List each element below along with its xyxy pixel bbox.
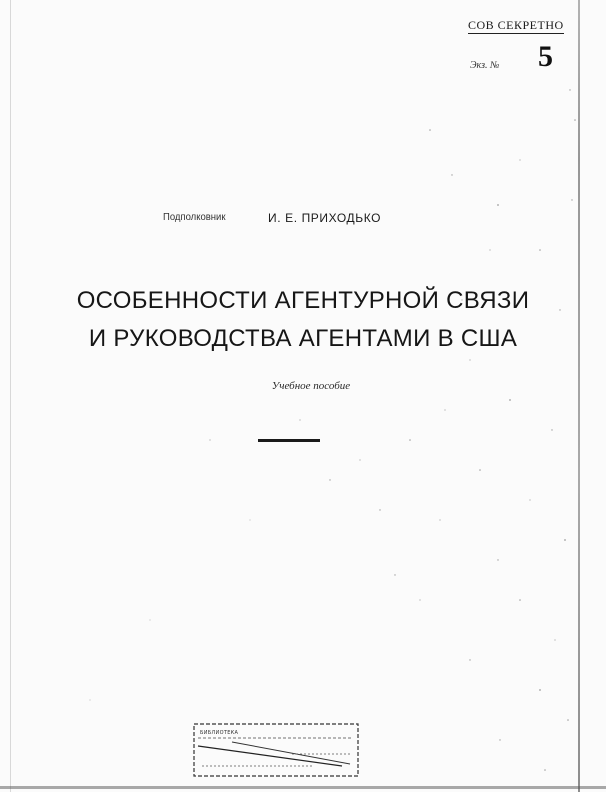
title-line-2: И РУКОВОДСТВА АГЕНТАМИ В США: [88, 325, 518, 352]
classification-mark: СОВ СЕКРЕТНО: [468, 18, 564, 32]
scan-edge-left: [10, 0, 11, 792]
copy-number-value: 5: [538, 40, 553, 73]
author-rank: Подполковник: [163, 212, 226, 223]
title-line-1: ОСОБЕННОСТИ АГЕНТУРНОЙ СВЯЗИ: [76, 287, 530, 314]
stamp-text: БИБЛИОТЕКА: [200, 730, 239, 736]
title-divider: [258, 439, 320, 442]
copy-number-label: Экз. №: [470, 60, 500, 71]
scan-edge-bottom: [0, 786, 606, 789]
document-subtitle: Учебное пособие: [271, 380, 351, 392]
library-stamp: [192, 722, 360, 778]
scan-edge-right: [578, 0, 580, 792]
author-name: И. Е. ПРИХОДЬКО: [268, 211, 382, 225]
document-title: [30, 282, 576, 358]
